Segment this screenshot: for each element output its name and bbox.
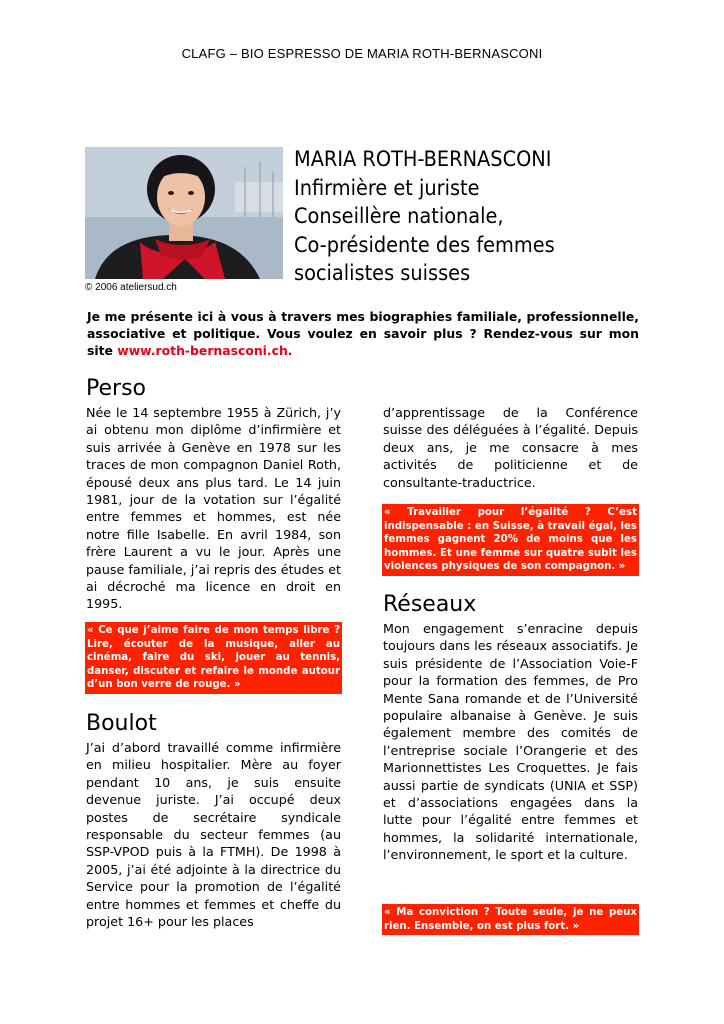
boulot-quote: « Travailler pour l’égalité ? C’est indispensable : en Suisse, à travail égal, les femmes gagnent 20% de moins que les hommes. Et une femme sur quatre subit les violences physiques de son compagnon. » [382,504,639,576]
portrait-illustration [85,147,283,279]
title-line: Infirmière et juriste [294,175,480,201]
perso-text: Née le 14 septembre 1955 à Zürich, j’y ai obtenu mon diplôme d’infirmière et suis arrivée à Genève en 1978 sur les traces de mon compagnon Daniel Roth, épousé deux ans plus tard. Le 14 juin 1981, jour de la votation sur l’égalité entre femmes et hommes, est née notre fille Isabelle. En avril 1984, son frère Laurent a vu le jour. Après une pause familiale, j’ai repris des études et ai décroché ma licence en droit en 1995. [86,405,341,612]
photo-caption: © 2006 ateliersud.ch [85,282,177,293]
boulot-text: J’ai d’abord travaillé comme infirmière en milieu hospitalier. Mère au foyer pendant 10 ans, je suis ensuite devenue juriste. J’ai occupé deux postes de secrétaire syndicale responsable du secteur femmes (au SSP-VPOD puis à la FTMH). De 1998 à 2005, j’ai été adjointe à la directrice du Service pour la promotion de l’égalité entre hommes et femmes et cheffe du projet 16+ pour les places [86,740,341,930]
intro-paragraph [87,308,639,359]
intro-text: Je me présente ici à vous à travers mes biographies familiale, professionnelle, associative et politique. Vous voulez en savoir plus ? Rendez-vous sur mon site [87,309,639,358]
website-link[interactable]: www.roth-bernasconi.ch. [117,343,293,358]
page-header: CLAFG – BIO ESPRESSO DE MARIA ROTH-BERNASCONI [181,46,543,61]
title-line: socialistes suisses [294,261,471,286]
portrait-photo [85,147,283,279]
section-title-boulot: Boulot [86,711,157,736]
boulot-text-continued: d’apprentissage de la Conférence suisse des déléguées à l’égalité. Depuis deux ans, je me consacre à mes activités de politicienne et de consultante-traductrice. [383,405,638,490]
perso-quote: « Ce que j’aime faire de mon temps libre ? Lire, écouter de la musique, aller au cinéma, faire du ski, jouer au tennis, danser, discuter et refaire le monde autour d’un bon verre de rouge. » [85,622,342,694]
title-line: Co-présidente des femmes [294,232,555,258]
reseaux-text: Mon engagement s’enracine depuis toujours dans les réseaux associatifs. Je suis présidente de l’Association Voie-F pour la formation des femmes, de Pro Mente Sana romande et de l’Université populaire albanaise à Genève. Je suis également membre des comités de l’entreprise sociale l’Orangerie et des Marionnettistes Les Croquettes. Je fais aussi partie de syndicats (UNIA et SSP) et d’associations engagées dans la lutte pour l’égalité entre femmes et hommes, la solidarité internationale, l’environnement, le sport et la culture. [383,621,638,863]
title-block [294,146,654,289]
title-line: MARIA ROTH-BERNASCONI [294,147,552,172]
section-title-perso: Perso [86,376,146,401]
section-title-reseaux: Réseaux [383,592,477,617]
title-line: Conseillère nationale, [294,204,504,229]
reseaux-quote: « Ma conviction ? Toute seule, je ne peux rien. Ensemble, on est plus fort. » [382,904,639,935]
